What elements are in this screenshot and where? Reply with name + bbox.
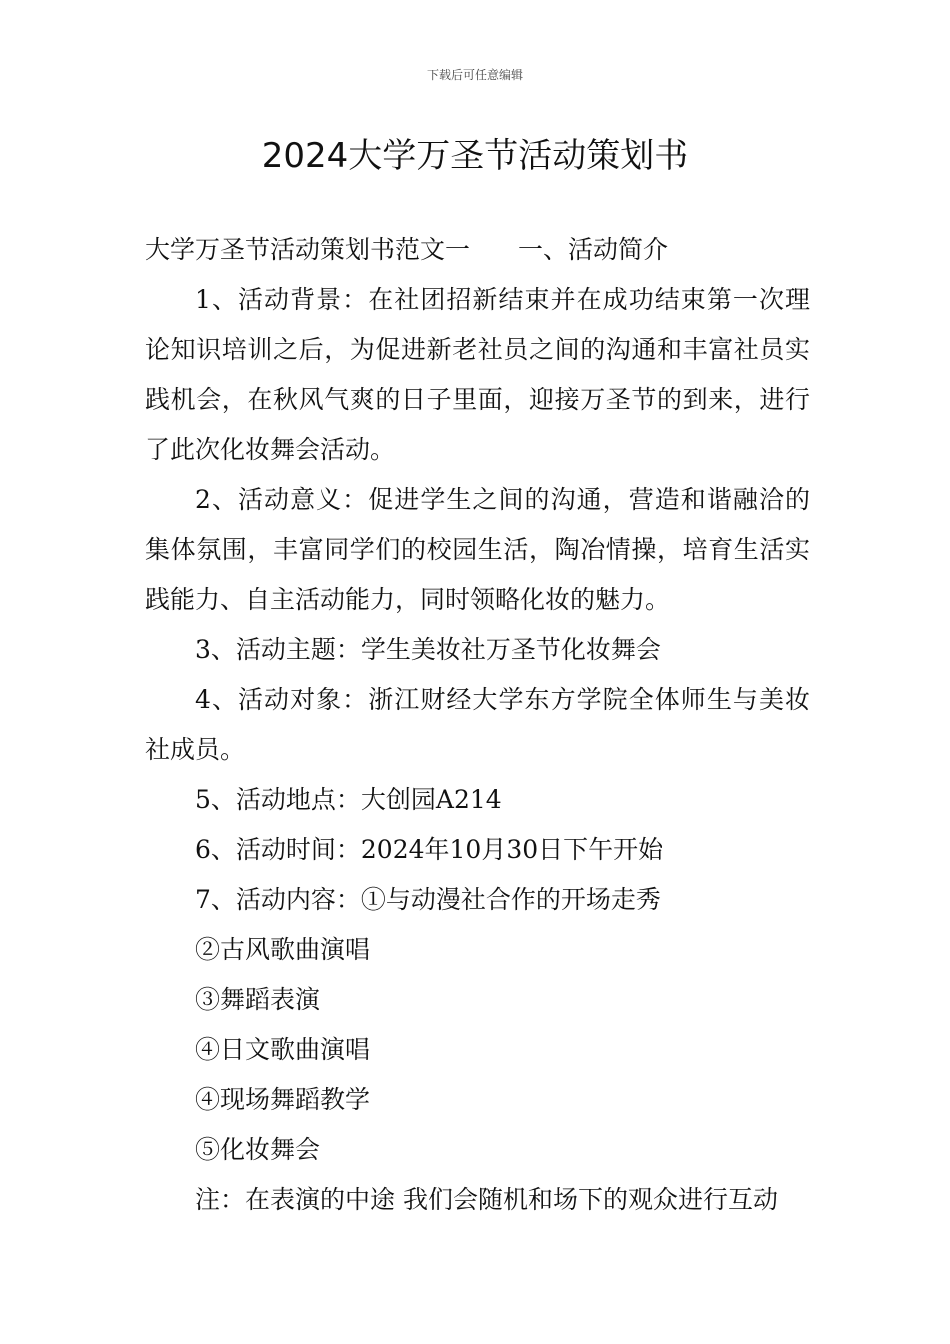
intro-left: 大学万圣节活动策划书范文一 [145,235,471,264]
paragraph-location: 5、活动地点：大创园A214 [195,785,502,814]
program-item: ④现场舞蹈教学 [195,1085,371,1114]
program-item: ③舞蹈表演 [195,985,321,1014]
paragraph-significance: 2、活动意义：促进学生之间的沟通，营造和谐融洽的集体氛围，丰富同学们的校园生活，陶冶情操，培育生活实践能力、自主活动能力，同时领略化妆的魅力。 [145,485,810,614]
paragraph-content: 7、活动内容：①与动漫社合作的开场走秀 [195,885,661,914]
paragraph-audience: 4、活动对象：浙江财经大学东方学院全体师生与美妆社成员。 [145,685,810,764]
paragraph-time: 6、活动时间：2024年10月30日下午开始 [195,835,664,864]
note-line: 注：在表演的中途 我们会随机和场下的观众进行互动 [195,1185,778,1214]
paragraph-background: 1、活动背景：在社团招新结束并在成功结束第一次理论知识培训之后，为促进新老社员之间的沟通和丰富社员实践机会，在秋风气爽的日子里面，迎接万圣节的到来，进行了此次化妆舞会活动。 [145,285,810,464]
program-item: ⑤化妆舞会 [195,1135,321,1164]
header-note: 下载后可任意编辑 [426,68,523,82]
program-item: ④日文歌曲演唱 [195,1035,371,1064]
paragraph-theme: 3、活动主题：学生美妆社万圣节化妆舞会 [195,635,661,664]
intro-right: 一、活动简介 [518,235,669,264]
program-item: ②古风歌曲演唱 [195,935,371,964]
intro-line [145,225,810,275]
document-title: 2024大学万圣节活动策划书 [261,136,689,176]
document-body [145,225,810,1225]
